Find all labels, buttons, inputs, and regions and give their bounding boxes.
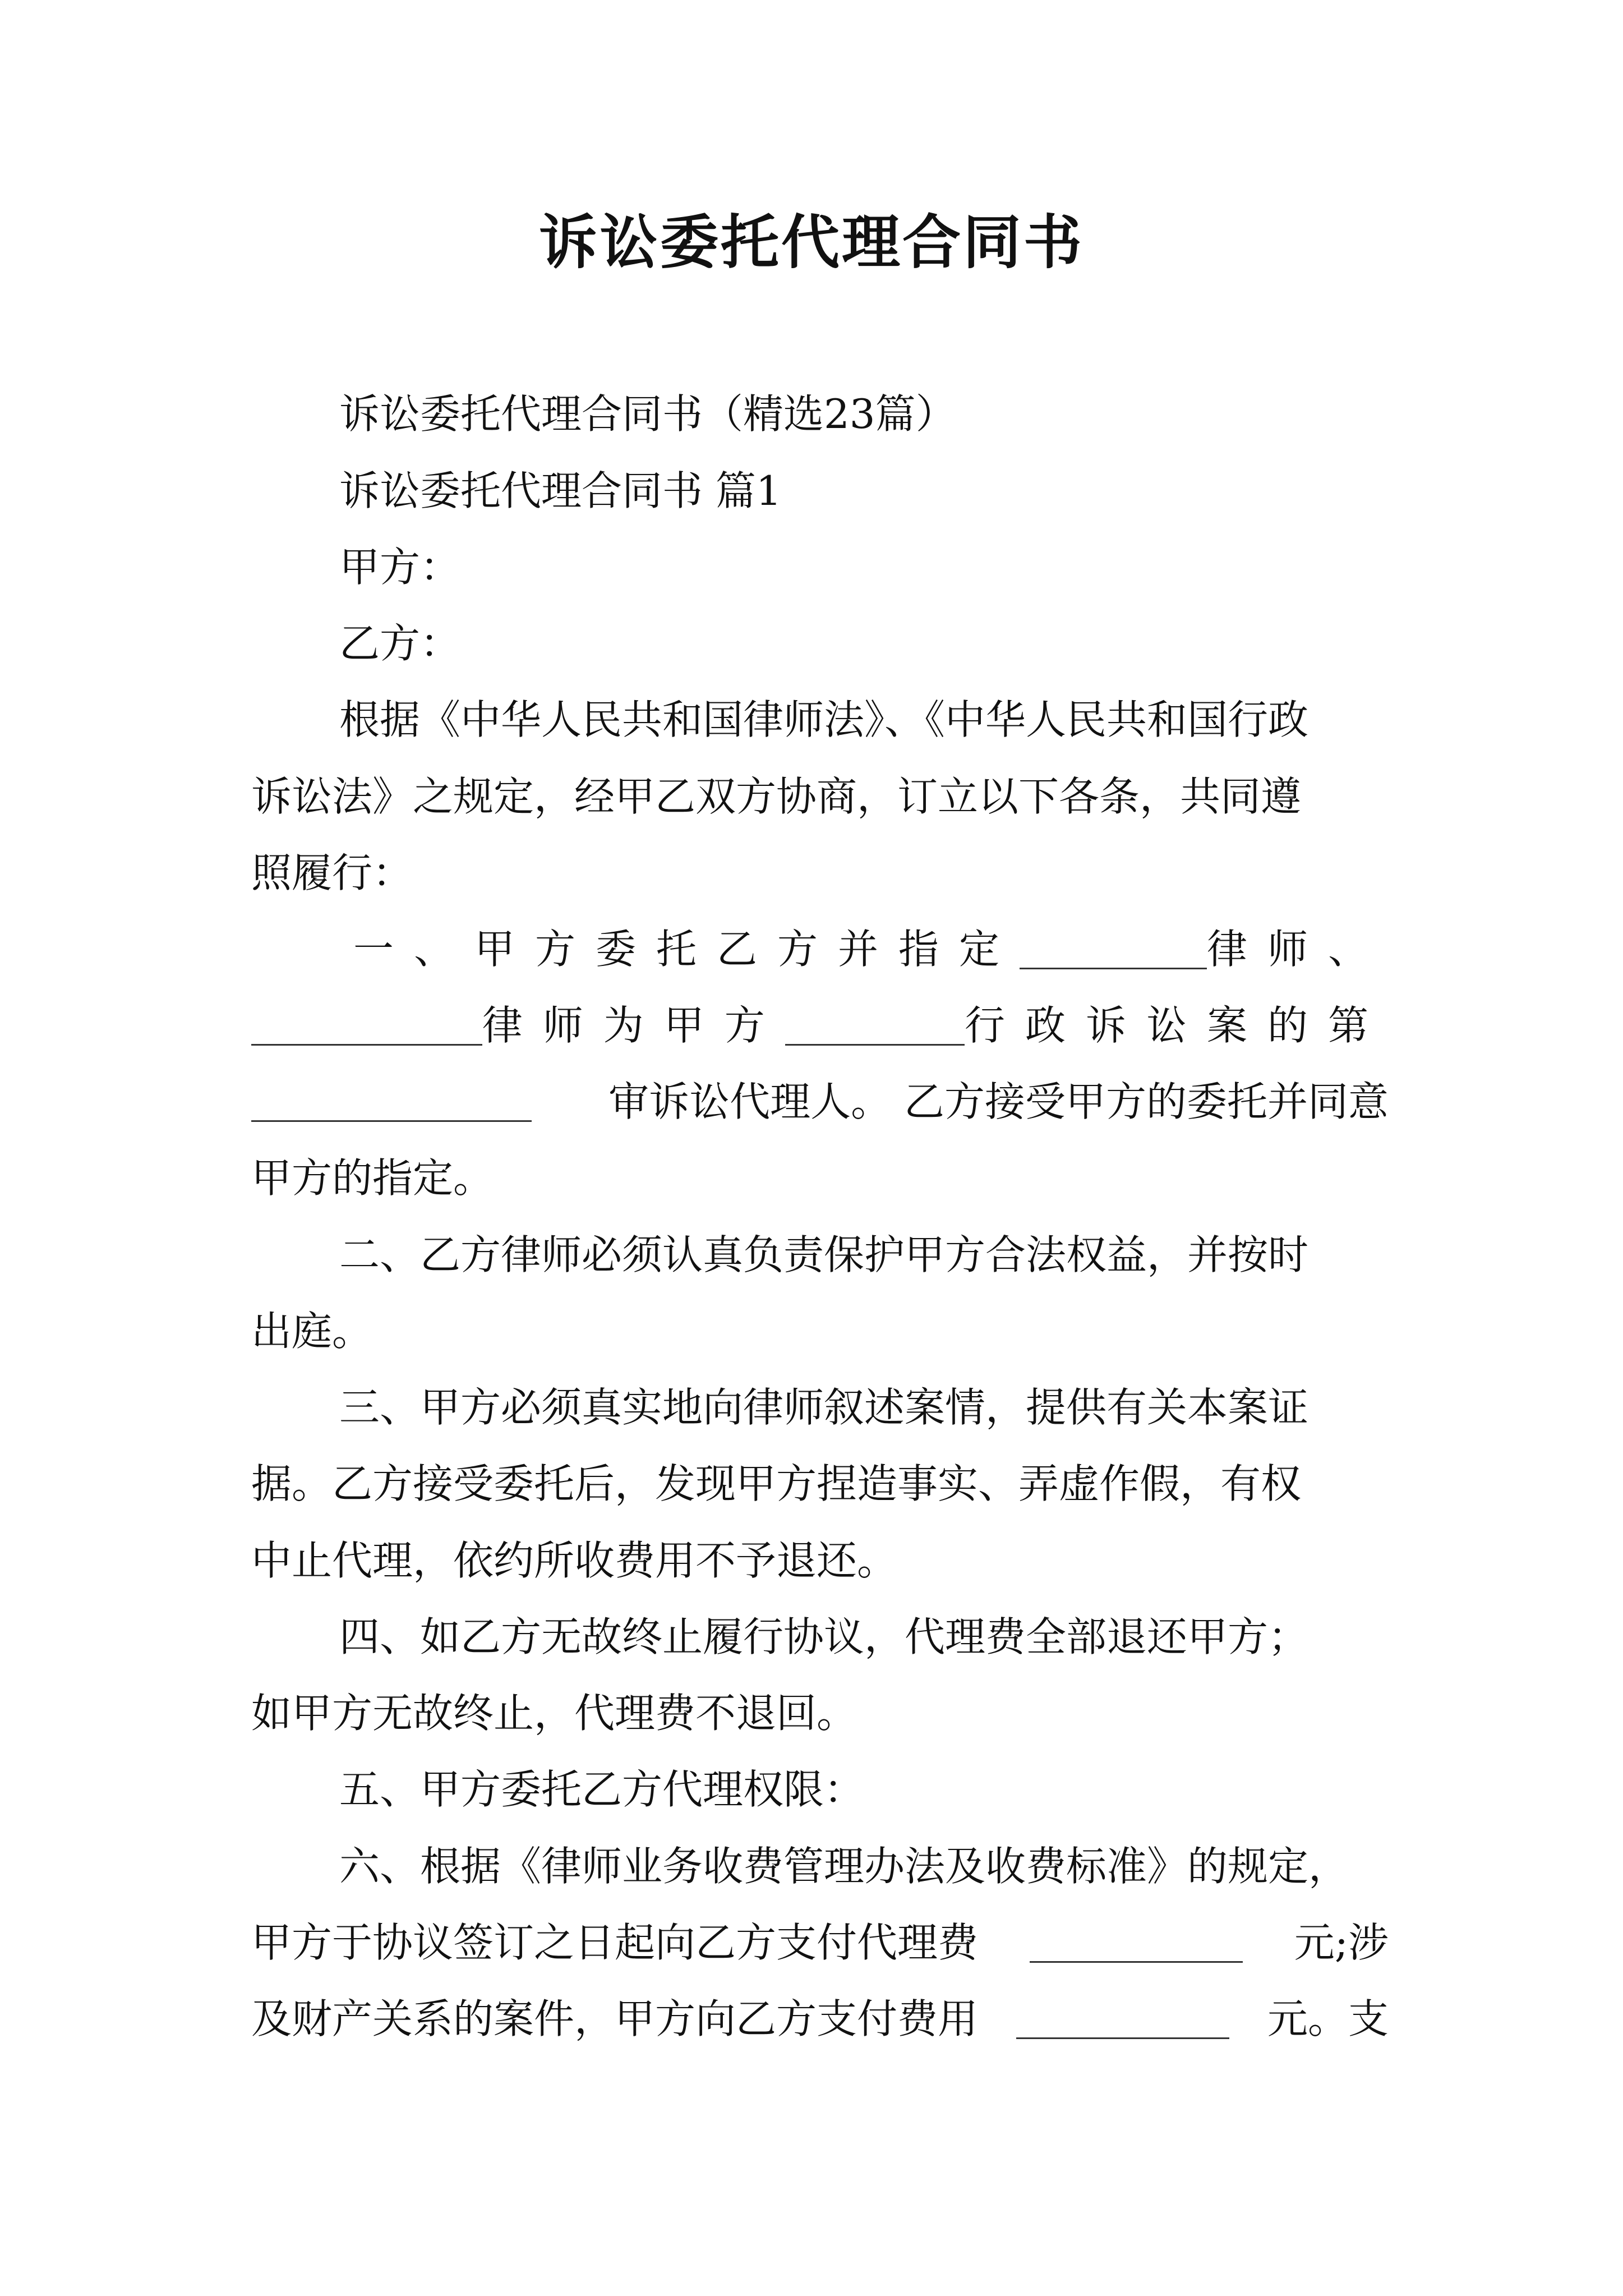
intro-line-1: 根据《中华人民共和国律师法》、《中华人民共和国行政	[339, 696, 1309, 743]
clause-5-line-1: 五、甲方委托乙方代理权限：	[339, 1766, 865, 1813]
clause-3-line-1: 三、甲方必须真实地向律师叙述案情，提供有关本案证	[339, 1384, 1309, 1431]
clause-6-text-d: 元。支	[1267, 1995, 1389, 2042]
clause-4-line-1: 四、如乙方无故终止履行协议，代理费全部退还甲方；	[339, 1613, 1309, 1660]
party-a-label: 甲方：	[339, 544, 461, 591]
lawyer-name-blank-2	[251, 1005, 482, 1045]
clause-6-text-b: 元;涉	[1294, 1919, 1389, 1966]
clause-1-line-2	[251, 987, 1389, 1064]
intro-line-2: 诉讼法》之规定，经甲乙双方协商，订立以下各条，共同遵	[251, 773, 1302, 820]
clause-4-line-2: 如甲方无故终止，代理费不退回。	[251, 1690, 857, 1737]
clause-6-text-c: 及财产关系的案件，甲方向乙方支付费用	[251, 1995, 979, 2042]
clause-1-text-c: 律师为甲方	[482, 1002, 785, 1049]
trial-instance-blank	[251, 1082, 532, 1121]
intro-line-3: 照履行：	[251, 849, 413, 896]
clause-1-text-e: 审诉讼代理人。 乙方接受甲方的委托并同意	[608, 1078, 1389, 1125]
clause-1-line-3	[251, 1063, 1389, 1140]
clause-6-text-a: 甲方于协议签订之日起向乙方支付代理费	[251, 1919, 979, 1966]
property-fee-blank	[1016, 1999, 1229, 2039]
clause-1-text-b: 律师、	[1206, 926, 1389, 973]
case-name-blank	[785, 1005, 965, 1045]
clause-3-line-3: 中止代理，依约所收费用不予退还。	[251, 1537, 898, 1584]
clause-2-line-2: 出庭。	[251, 1308, 373, 1355]
clause-3-line-2: 据。乙方接受委托后，发现甲方捏造事实、弄虚作假，有权	[251, 1460, 1302, 1507]
document-title: 诉讼委托代理合同书	[538, 208, 1084, 277]
clause-1-line-4: 甲方的指定。	[251, 1154, 494, 1202]
clause-1-text-a: 一、甲方委托乙方并指定	[353, 926, 1020, 973]
document-subtitle: 诉讼委托代理合同书（精选23篇）	[339, 390, 956, 438]
clause-6-line-2	[251, 1904, 1389, 1981]
clause-1-text-d: 行政诉讼案的第	[964, 1002, 1389, 1049]
agency-fee-blank	[1030, 1922, 1243, 1962]
party-b-label: 乙方：	[339, 620, 461, 667]
clause-1-line-1	[353, 910, 1389, 988]
clause-2-line-1: 二、乙方律师必须认真负责保护甲方合法权益，并按时	[339, 1231, 1309, 1278]
clause-6-line-1: 六、根据《律师业务收费管理办法及收费标准》的规定，	[339, 1843, 1349, 1890]
lawyer-name-blank-1	[1020, 929, 1207, 969]
section-heading: 诉讼委托代理合同书 篇1	[339, 467, 782, 514]
clause-6-line-3	[251, 1980, 1389, 2058]
